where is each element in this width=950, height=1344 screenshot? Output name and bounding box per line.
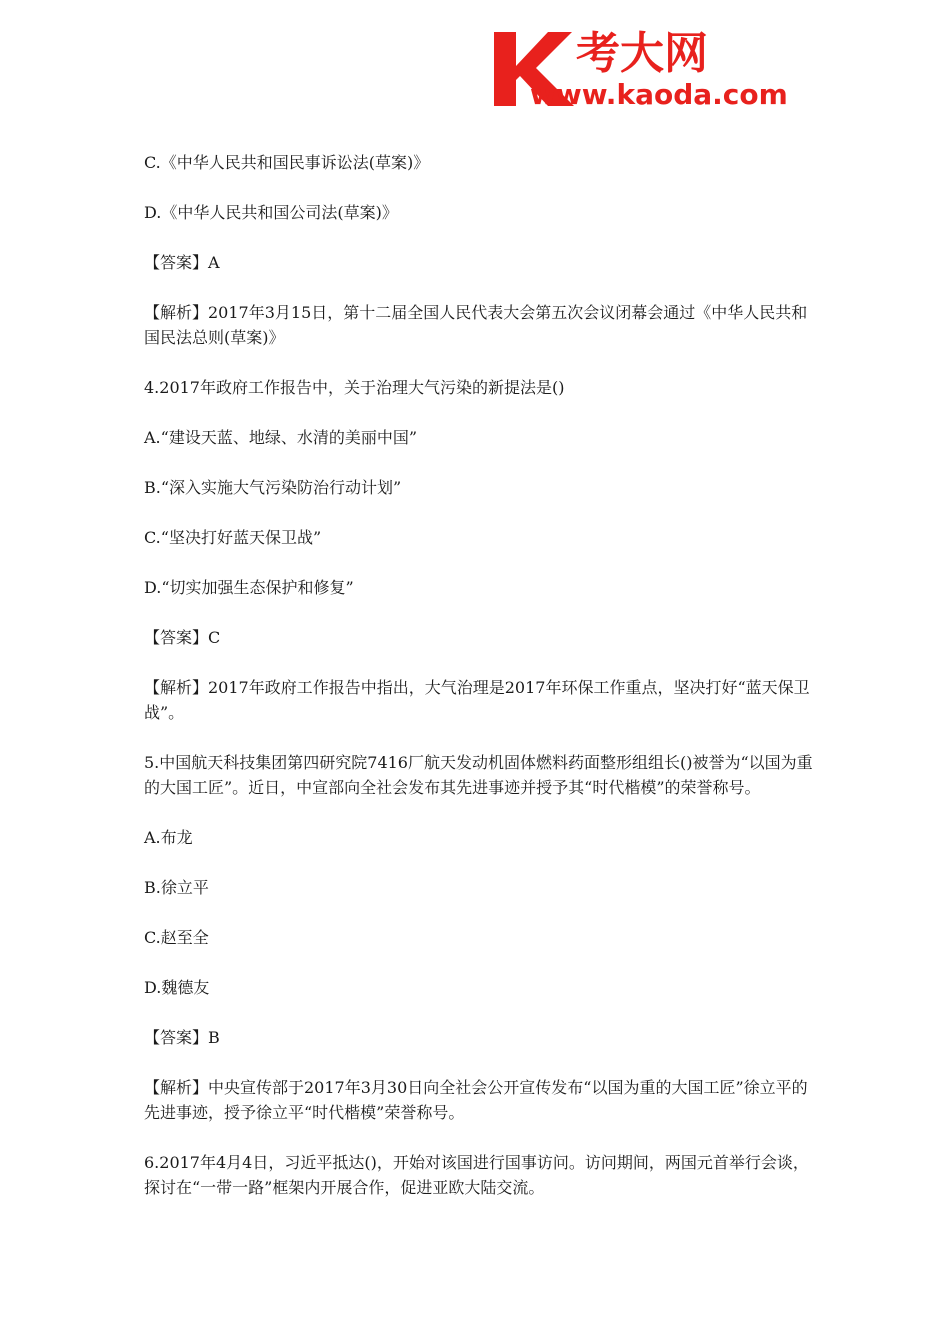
analysis-q5: 【解析】中央宣传部于2017年3月30日向全社会公开宣传发布“以国为重的大国工匠”徐立平的先进事迹，授予徐立平“时代楷模”荣誉称号。: [144, 1078, 808, 1122]
logo-brand: 考大网: [576, 28, 708, 79]
answer-q5: 【答案】B: [144, 1028, 220, 1047]
analysis-q4: 【解析】2017年政府工作报告中指出，大气治理是2017年环保工作重点，坚决打好“蓝天保卫战”。: [144, 678, 810, 722]
option-d-q5: D.魏德友: [144, 978, 210, 997]
option-a-q4: A.“建设天蓝、地绿、水清的美丽中国”: [144, 428, 418, 447]
option-d-q4: D.“切实加强生态保护和修复”: [144, 578, 354, 597]
option-a-q5: A.布龙: [144, 828, 193, 847]
logo-url: www.kaoda.com: [530, 78, 788, 111]
document-body: [144, 150, 814, 1200]
option-b-q4: B.“深入实施大气污染防治行动计划”: [144, 478, 402, 497]
kaoda-logo: [490, 22, 810, 112]
question-6: 6.2017年4月4日，习近平抵达()，开始对该国进行国事访问。访问期间，两国元首举行会谈，探讨在“一带一路”框架内开展合作，促进亚欧大陆交流。: [144, 1153, 809, 1197]
answer-q4: 【答案】C: [144, 628, 221, 647]
option-c-q4: C.“坚决打好蓝天保卫战”: [144, 528, 322, 547]
option-c-q5: C.赵至全: [144, 928, 209, 947]
question-4: 4.2017年政府工作报告中，关于治理大气污染的新提法是(): [144, 378, 565, 397]
option-c-q3: C.《中华人民共和国民事诉讼法(草案)》: [144, 153, 430, 172]
answer-q3: 【答案】A: [144, 253, 220, 272]
question-5: 5.中国航天科技集团第四研究院7416厂航天发动机固体燃料药面整形组组长()被誉为“以国为重的大国工匠”。近日，中宣部向全社会发布其先进事迹并授予其“时代楷模”的荣誉称号。: [144, 753, 813, 797]
analysis-q3: 【解析】2017年3月15日，第十二届全国人民代表大会第五次会议闭幕会通过《中华人民共和国民法总则(草案)》: [144, 303, 808, 347]
option-b-q5: B.徐立平: [144, 878, 209, 897]
kaoda-k-icon: [490, 22, 810, 112]
option-d-q3: D.《中华人民共和国公司法(草案)》: [144, 203, 398, 222]
